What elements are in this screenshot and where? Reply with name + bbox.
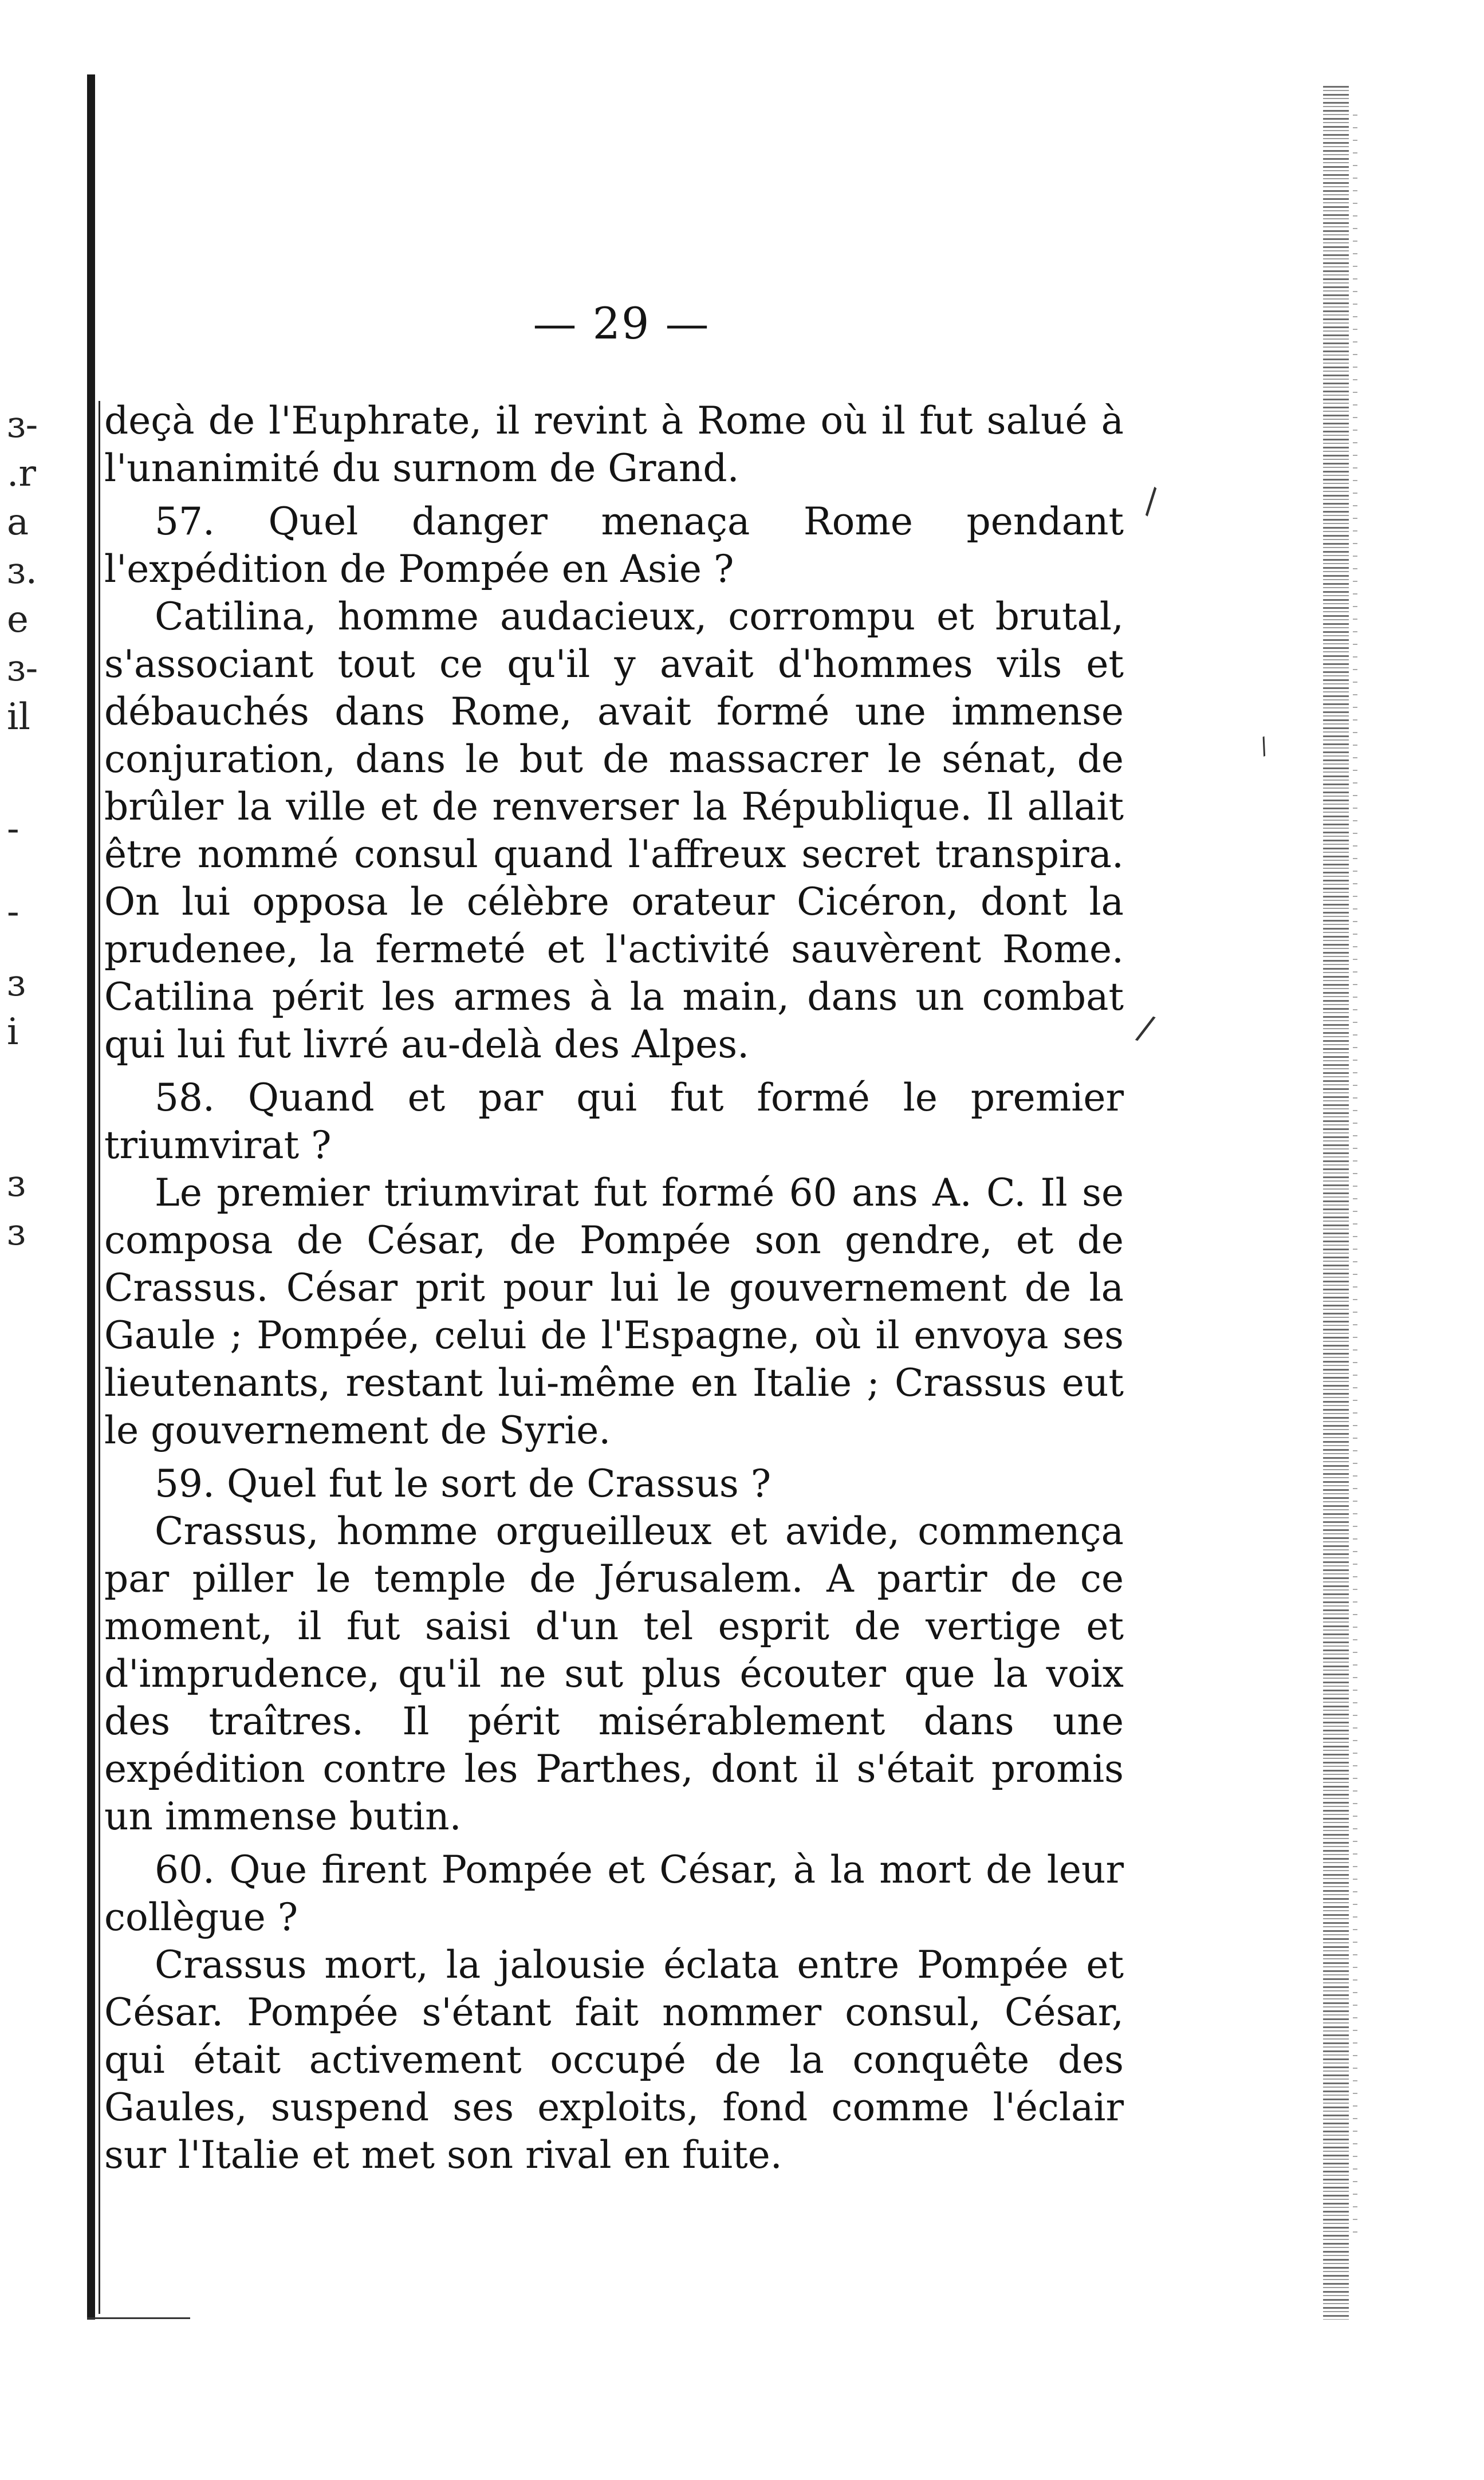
margin-fragment: a bbox=[7, 501, 29, 544]
answer-continued-paragraph: deçà de l'Euphrate, il revint à Rome où il fut salué à l'unanimité du surnom de Grand. bbox=[104, 399, 1124, 490]
question-59: 59. Quel fut le sort de Crassus ? bbox=[155, 1462, 771, 1506]
margin-fragment: ɜ- bbox=[7, 647, 38, 690]
bottom-edge-mark bbox=[87, 2317, 190, 2319]
margin-fragment: i bbox=[7, 1011, 19, 1053]
margin-fragment: ɜ bbox=[7, 962, 26, 1005]
facing-page-fragments bbox=[7, 401, 70, 1257]
stray-ink-mark: / bbox=[1133, 1007, 1158, 1049]
stray-ink-mark: / bbox=[1255, 733, 1272, 760]
page-number: — 29 — bbox=[533, 298, 710, 349]
margin-fragment: ɜ. bbox=[7, 550, 37, 592]
margin-fragment: - bbox=[7, 808, 19, 850]
margin-fragment: e bbox=[7, 599, 29, 641]
binding-edge-inner bbox=[99, 401, 100, 2314]
answer-58: Le premier triumvirat fut formé 60 ans A. C. Il se composa de César, de Pompée son gendre, et de Crassus. César prit pour lui le gouvernement de la Gaule ; Pompée, celui de l'Espagne, où il envoya ses lieutenants, restant lui-même en Italie ; Crassus eut le gouvernement de Syrie. bbox=[104, 1171, 1124, 1452]
margin-fragment: ɜ bbox=[7, 1211, 26, 1254]
margin-fragment: il bbox=[7, 696, 30, 738]
margin-fragment: - bbox=[7, 891, 19, 933]
margin-fragment: ɜ bbox=[7, 1163, 26, 1205]
margin-fragment: .r bbox=[7, 452, 36, 495]
page-right-edge bbox=[1323, 86, 1349, 2320]
margin-fragment: ɜ- bbox=[7, 404, 38, 446]
page-right-edge-specks bbox=[1353, 115, 1357, 2234]
question-57: 57. Quel danger menaça Rome pendant l'expédition de Pompée en Asie ? bbox=[104, 499, 1124, 591]
answer-60: Crassus mort, la jalousie éclata entre Pompée et César. Pompée s'étant fait nommer consul, César, qui était activement occupé de la conquête des Gaules, suspend ses exploits, fond comme l'éclair sur l'Italie et met son rival en fuite. bbox=[104, 1943, 1124, 2177]
binding-edge bbox=[87, 74, 95, 2320]
answer-57: Catilina, homme audacieux, corrompu et brutal, s'associant tout ce qu'il y avait d'hommes vils et débauchés dans Rome, avait formé une immense conjuration, dans le but de massacrer le sénat, de brûler la ville et de renverser la République. Il allait être nommé consul quand l'affreux secret transpira. On lui opposa le célèbre orateur Cicéron, dont la prudenee, la fermeté et l'activité sauvèrent Rome. Catilina périt les armes à la main, dans un combat qui lui fut livré au-delà des Alpes. bbox=[104, 595, 1124, 1066]
question-58: 58. Quand et par qui fut formé le premier triumvirat ? bbox=[104, 1076, 1124, 1167]
question-60: 60. Que firent Pompée et César, à la mort de leur collègue ? bbox=[104, 1848, 1124, 1939]
answer-59: Crassus, homme orgueilleux et avide, commença par piller le temple de Jérusalem. A partir de ce moment, il fut saisi d'un tel esprit de vertige et d'imprudence, qu'il ne sut plus écouter que la voix des traîtres. Il périt misérablement dans une expédition contre les Parthes, dont il s'était promis un immense butin. bbox=[104, 1509, 1124, 1839]
page-body bbox=[104, 397, 1124, 2179]
stray-ink-mark: \ bbox=[1135, 481, 1168, 521]
